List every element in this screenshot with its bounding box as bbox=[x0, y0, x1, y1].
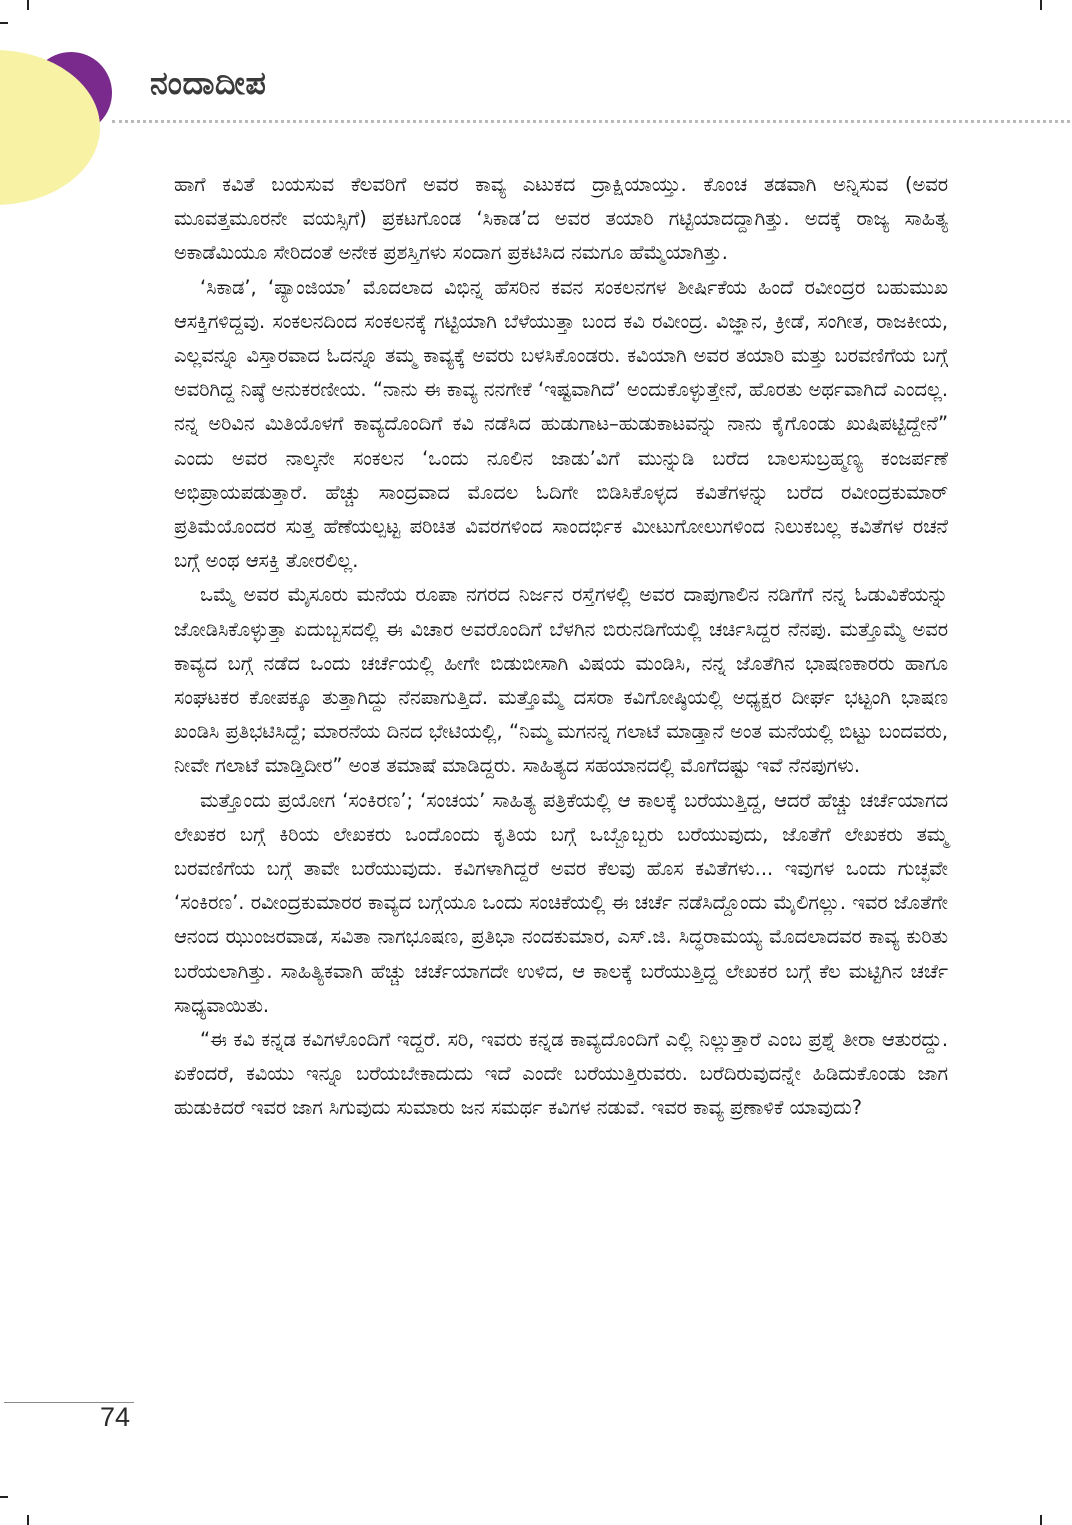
paragraph: ‘ಸಿಕಾಡ’, ‘ಪ್ಯಾಂಜಿಯಾ’ ಮೊದಲಾದ ವಿಭಿನ್ನ ಹೆಸರಿನ ಕವನ ಸಂಕಲನಗಳ ಶೀರ್ಷಿಕೆಯ ಹಿಂದೆ ರವೀಂದ್ರರ ಬಹುಮುಖ ಆಸಕ್ತಿಗಳಿದ್ದವು. ಸಂಕಲನದಿಂದ ಸಂಕಲನಕ್ಕೆ ಗಟ್ಟಿಯಾಗಿ ಬೆಳೆಯುತ್ತಾ ಬಂದ ಕವಿ ರವೀಂದ್ರ. ವಿಜ್ಞಾನ, ಕ್ರೀಡೆ, ಸಂಗೀತ, ರಾಜಕೀಯ, ಎಲ್ಲವನ್ನೂ ವಿಸ್ತಾರವಾದ ಓದನ್ನೂ ತಮ್ಮ ಕಾವ್ಯಕ್ಕೆ ಅವರು ಬಳಸಿಕೊಂಡರು. ಕವಿಯಾಗಿ ಅವರ ತಯಾರಿ ಮತ್ತು ಬರವಣಿಗೆಯ ಬಗ್ಗೆ ಅವರಿಗಿದ್ದ ನಿಷ್ಠೆ ಅನುಕರಣೀಯ. “ನಾನು ಈ ಕಾವ್ಯ ನನಗೇಕೆ ‘ಇಷ್ಟವಾಗಿದೆ’ ಅಂದುಕೊಳ್ಳುತ್ತೇನೆ, ಹೊರತು ಅರ್ಥವಾಗಿದೆ ಎಂದಲ್ಲ. ನನ್ನ ಅರಿವಿನ ಮಿತಿಯೊಳಗೆ ಕಾವ್ಯದೊಂದಿಗೆ ಕವಿ ನಡೆಸಿದ ಹುಡುಗಾಟ–ಹುಡುಕಾಟವನ್ನು ನಾನು ಕೈಗೊಂಡು ಖುಷಿಪಟ್ಟಿದ್ದೇನೆ” ಎಂದು ಅವರ ನಾಲ್ಕನೇ ಸಂಕಲನ ‘ಒಂದು ನೂಲಿನ ಜಾಡು’ವಿಗೆ ಮುನ್ನುಡಿ ಬರೆದ ಬಾಲಸುಬ್ರಹ್ಮಣ್ಯ ಕಂಜರ್ಪಣೆ ಅಭಿಪ್ರಾಯಪಡುತ್ತಾರೆ. ಹೆಚ್ಚು ಸಾಂದ್ರವಾದ ಮೊದಲ ಓದಿಗೇ ಬಿಡಿಸಿಕೊಳ್ಳದ ಕವಿತೆಗಳನ್ನು ಬರೆದ ರವೀಂದ್ರಕುಮಾರ್ ಪ್ರತಿಮೆಯೊಂದರ ಸುತ್ತ ಹೆಣೆಯಲ್ಪಟ್ಟ ಪರಿಚಿತ ವಿವರಗಳಿಂದ ಸಾಂದರ್ಭಿಕ ಮೀಟುಗೋಲುಗಳಿಂದ ನಿಲುಕಬಲ್ಲ ಕವಿತೆಗಳ ರಚನೆ ಬಗ್ಗೆ ಅಂಥ ಆಸಕ್ತಿ ತೋರಲಿಲ್ಲ. bbox=[174, 275, 948, 573]
page-number: 74 bbox=[100, 1402, 131, 1432]
crop-mark-left-upper bbox=[0, 22, 8, 24]
paragraph: ಒಮ್ಮೆ ಅವರ ಮೈಸೂರು ಮನೆಯ ರೂಪಾ ನಗರದ ನಿರ್ಜನ ರಸ್ತೆಗಳಲ್ಲಿ ಅವರ ದಾಪುಗಾಲಿನ ನಡಿಗೆಗೆ ನನ್ನ ಓಡುವಿಕೆಯನ್ನು ಜೋಡಿಸಿಕೊಳ್ಳುತ್ತಾ ಏದುಬ್ಬಸದಲ್ಲಿ ಈ ವಿಚಾರ ಅವರೊಂದಿಗೆ ಬೆಳಗಿನ ಬಿರುನಡಿಗೆಯಲ್ಲಿ ಚರ್ಚಿಸಿದ್ದರ ನೆನಪು. ಮತ್ತೊಮ್ಮೆ ಅವರ ಕಾವ್ಯದ ಬಗ್ಗೆ ನಡೆದ ಒಂದು ಚರ್ಚೆಯಲ್ಲಿ ಹೀಗೇ ಬಿಡುಬೀಸಾಗಿ ವಿಷಯ ಮಂಡಿಸಿ, ನನ್ನ ಜೊತೆಗಿನ ಭಾಷಣಕಾರರು ಹಾಗೂ ಸಂಘಟಕರ ಕೋಪಕ್ಕೂ ತುತ್ತಾಗಿದ್ದು ನೆನಪಾಗುತ್ತಿದೆ. ಮತ್ತೊಮ್ಮೆ ದಸರಾ ಕವಿಗೋಷ್ಠಿಯಲ್ಲಿ ಅಧ್ಯಕ್ಷರ ದೀರ್ಘ ಭಟ್ಟಂಗಿ ಭಾಷಣ ಖಂಡಿಸಿ ಪ್ರತಿಭಟಿಸಿದ್ದೆ; ಮಾರನೆಯ ದಿನದ ಭೇಟಿಯಲ್ಲಿ, “ನಿಮ್ಮ ಮಗನನ್ನ ಗಲಾಟೆ ಮಾಡ್ತಾನೆ ಅಂತ ಮನೆಯಲ್ಲಿ ಬಿಟ್ಟು ಬಂದವರು, ನೀವೇ ಗಲಾಟೆ ಮಾಡ್ತಿದೀರ” ಅಂತ ತಮಾಷೆ ಮಾಡಿದ್ದರು. ಸಾಹಿತ್ಯದ ಸಹಯಾನದಲ್ಲಿ ಮೊಗೆದಷ್ಟು ಇವೆ ನೆನಪುಗಳು. bbox=[174, 583, 948, 778]
running-header-title: ನಂದಾದೀಪ bbox=[150, 64, 267, 102]
article-body bbox=[174, 168, 948, 1126]
header-dotted-rule bbox=[112, 120, 1070, 123]
crop-mark-bottom-left bbox=[27, 1515, 29, 1525]
paragraph: ಹಾಗೆ ಕವಿತೆ ಬಯಸುವ ಕೆಲವರಿಗೆ ಅವರ ಕಾವ್ಯ ಎಟುಕದ ದ್ರಾಕ್ಷಿಯಾಯ್ತು. ಕೊಂಚ ತಡವಾಗಿ ಅನ್ನಿಸುವ (ಅವರ ಮೂವತ್ತಮೂರನೇ ವಯಸ್ಸಿಗೆ) ಪ್ರಕಟಗೊಂಡ ‘ಸಿಕಾಡ’ದ ಅವರ ತಯಾರಿ ಗಟ್ಟಿಯಾದದ್ದಾಗಿತ್ತು. ಅದಕ್ಕೆ ರಾಜ್ಯ ಸಾಹಿತ್ಯ ಅಕಾಡೆಮಿಯೂ ಸೇರಿದಂತೆ ಅನೇಕ ಪ್ರಶಸ್ತಿಗಳು ಸಂದಾಗ ಪ್ರಕಟಿಸಿದ ನಮಗೂ ಹೆಮ್ಮೆಯಾಗಿತ್ತು. bbox=[174, 173, 948, 265]
crop-mark-bottom-right bbox=[1040, 1515, 1042, 1525]
crop-mark-left-lower bbox=[0, 1496, 8, 1498]
crop-mark-top-right bbox=[1040, 0, 1042, 10]
paragraph: ಮತ್ತೊಂದು ಪ್ರಯೋಗ ‘ಸಂಕಿರಣ’; ‘ಸಂಚಯ’ ಸಾಹಿತ್ಯ ಪತ್ರಿಕೆಯಲ್ಲಿ ಆ ಕಾಲಕ್ಕೆ ಬರೆಯುತ್ತಿದ್ದ, ಆದರೆ ಹೆಚ್ಚು ಚರ್ಚೆಯಾಗದ ಲೇಖಕರ ಬಗ್ಗೆ ಕಿರಿಯ ಲೇಖಕರು ಒಂದೊಂದು ಕೃತಿಯ ಬಗ್ಗೆ ಒಬ್ಬೊಬ್ಬರು ಬರೆಯುವುದು, ಜೊತೆಗೆ ಲೇಖಕರು ತಮ್ಮ ಬರವಣಿಗೆಯ ಬಗ್ಗೆ ತಾವೇ ಬರೆಯುವುದು. ಕವಿಗಳಾಗಿದ್ದರೆ ಅವರ ಕೆಲವು ಹೊಸ ಕವಿತೆಗಳು... ಇವುಗಳ ಒಂದು ಗುಚ್ಛವೇ ‘ಸಂಕಿರಣ’. ರವೀಂದ್ರಕುಮಾರರ ಕಾವ್ಯದ ಬಗ್ಗೆಯೂ ಒಂದು ಸಂಚಿಕೆಯಲ್ಲಿ ಈ ಚರ್ಚೆ ನಡೆಸಿದ್ದೊಂದು ಮೈಲಿಗಲ್ಲು. ಇವರ ಜೊತೆಗೇ ಆನಂದ ಝುಂಜರವಾಡ, ಸವಿತಾ ನಾಗಭೂಷಣ, ಪ್ರತಿಭಾ ನಂದಕುಮಾರ, ಎಸ್.ಜಿ. ಸಿದ್ಧರಾಮಯ್ಯ ಮೊದಲಾದವರ ಕಾವ್ಯ ಕುರಿತು ಬರೆಯಲಾಗಿತ್ತು. ಸಾಹಿತ್ಯಿಕವಾಗಿ ಹೆಚ್ಚು ಚರ್ಚೆಯಾಗದೇ ಉಳಿದ, ಆ ಕಾಲಕ್ಕೆ ಬರೆಯುತ್ತಿದ್ದ ಲೇಖಕರ ಬಗ್ಗೆ ಕೆಲ ಮಟ್ಟಿಗಿನ ಚರ್ಚೆ ಸಾಧ್ಯವಾಯಿತು. bbox=[174, 788, 948, 1017]
paragraph: “ಈ ಕವಿ ಕನ್ನಡ ಕವಿಗಳೊಂದಿಗೆ ಇದ್ದರೆ. ಸರಿ, ಇವರು ಕನ್ನಡ ಕಾವ್ಯದೊಂದಿಗೆ ಎಲ್ಲಿ ನಿಲ್ಲುತ್ತಾರೆ ಎಂಬ ಪ್ರಶ್ನೆ ತೀರಾ ಆತುರದ್ದು. ಏಕೆಂದರೆ, ಕವಿಯು ಇನ್ನೂ ಬರೆಯಬೇಕಾದುದು ಇದೆ ಎಂದೇ ಬರೆಯುತ್ತಿರುವರು. ಬರೆದಿರುವುದನ್ನೇ ಹಿಡಿದುಕೊಂಡು ಜಾಗ ಹುಡುಕಿದರೆ ಇವರ ಜಾಗ ಸಿಗುವುದು ಸುಮಾರು ಜನ ಸಮರ್ಥ ಕವಿಗಳ ನಡುವೆ. ಇವರ ಕಾವ್ಯ ಪ್ರಣಾಳಿಕೆ ಯಾವುದು? bbox=[174, 1028, 948, 1120]
crop-mark-top-left bbox=[27, 0, 29, 10]
